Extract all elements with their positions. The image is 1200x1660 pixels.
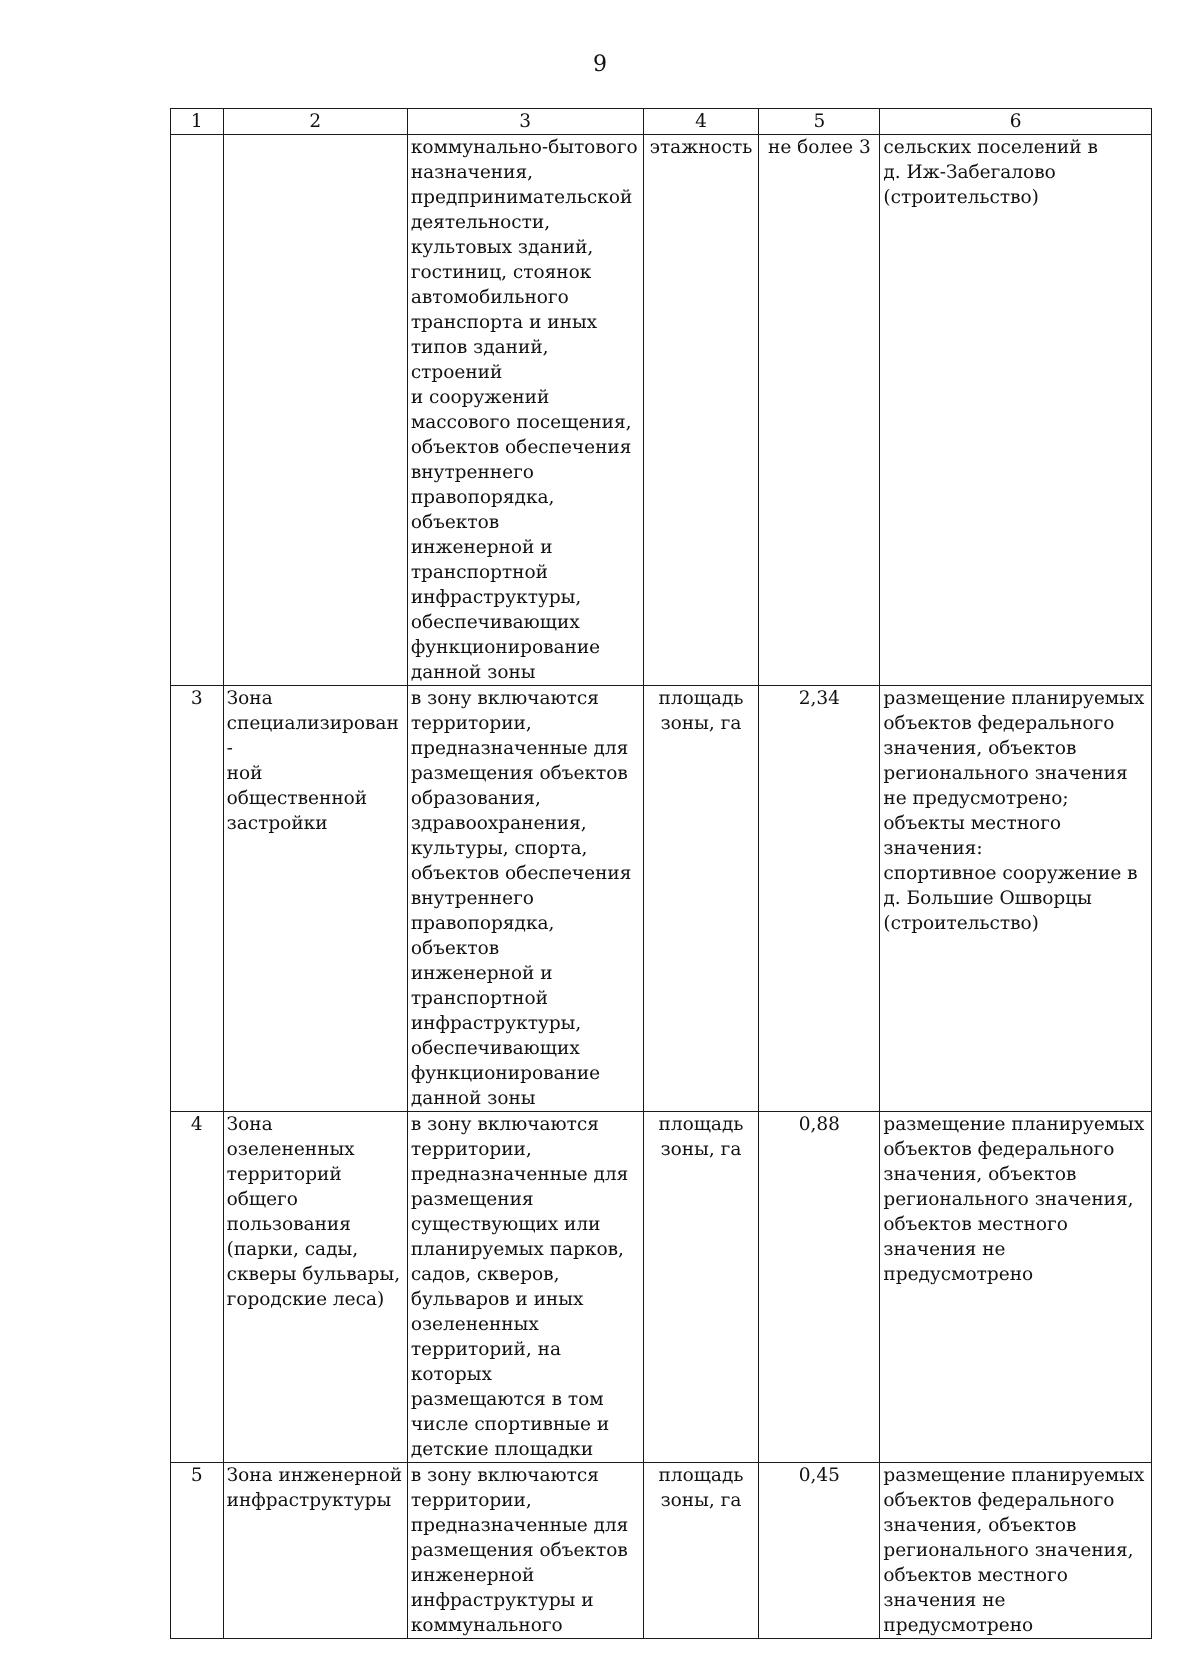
row-number: 4 bbox=[171, 1112, 224, 1463]
planned-objects: размещение планируемых объектов федерального значения, объектов регионального значения, объектов местного значения не предусмотрено bbox=[880, 1463, 1152, 1639]
row-number: 3 bbox=[171, 686, 224, 1112]
zone-value: 2,34 bbox=[759, 686, 880, 1112]
header-col-4: 4 bbox=[643, 109, 759, 135]
zone-parameter: площадь зоны, га bbox=[643, 686, 759, 1112]
zone-description: в зону включаются территории, предназначенные для размещения объектов образования, здравоохранения, культуры, спорта, объектов обеспечения внутреннего правопорядка, объектов инженерной и транспортной инфраструктуры, обеспечивающих функционирование данной зоны bbox=[407, 686, 643, 1112]
zones-table bbox=[170, 108, 1152, 1639]
header-col-3: 3 bbox=[407, 109, 643, 135]
zone-name: Зона специализирован- ной общественной застройки bbox=[223, 686, 407, 1112]
zone-value: не более 3 bbox=[759, 135, 880, 686]
header-col-1: 1 bbox=[171, 109, 224, 135]
zone-description: в зону включаются территории, предназначенные для размещения объектов инженерной инфраструктуры и коммунального bbox=[407, 1463, 643, 1639]
row-number bbox=[171, 135, 224, 686]
table-row bbox=[171, 686, 1152, 1112]
zone-value: 0,88 bbox=[759, 1112, 880, 1463]
table-row bbox=[171, 1463, 1152, 1639]
zone-name: Зона инженерной инфраструктуры bbox=[223, 1463, 407, 1639]
zone-description: в зону включаются территории, предназначенные для размещения существующих или планируемых парков, садов, скверов, бульваров и иных озелененных территорий, на которых размещаются в том числе спортивные и детские площадки bbox=[407, 1112, 643, 1463]
row-number: 5 bbox=[171, 1463, 224, 1639]
zone-name: Зона озелененных территорий общего пользования (парки, сады, скверы бульвары, городские леса) bbox=[223, 1112, 407, 1463]
table-row bbox=[171, 1112, 1152, 1463]
zone-parameter: площадь зоны, га bbox=[643, 1112, 759, 1463]
table-header-row bbox=[171, 109, 1152, 135]
planned-objects: сельских поселений в д. Иж-Забегалово (строительство) bbox=[880, 135, 1152, 686]
zone-value: 0,45 bbox=[759, 1463, 880, 1639]
page-number: 9 bbox=[593, 52, 607, 77]
planned-objects: размещение планируемых объектов федерального значения, объектов регионального значения, объектов местного значения не предусмотрено bbox=[880, 1112, 1152, 1463]
header-col-6: 6 bbox=[880, 109, 1152, 135]
planned-objects: размещение планируемых объектов федерального значения, объектов регионального значения не предусмотрено; объекты местного значения: спортивное сооружение в д. Большие Ошворцы (строительство) bbox=[880, 686, 1152, 1112]
zone-parameter: этажность bbox=[643, 135, 759, 686]
table-row bbox=[171, 135, 1152, 686]
header-col-2: 2 bbox=[223, 109, 407, 135]
zone-name bbox=[223, 135, 407, 686]
zone-description: коммунально-бытового назначения, предпринимательской деятельности, культовых зданий, гостиниц, стоянок автомобильного транспорта и иных типов зданий, строений и сооружений массового посещения, объектов обеспечения внутреннего правопорядка, объектов инженерной и транспортной инфраструктуры, обеспечивающих функционирование данной зоны bbox=[407, 135, 643, 686]
zone-parameter: площадь зоны, га bbox=[643, 1463, 759, 1639]
header-col-5: 5 bbox=[759, 109, 880, 135]
